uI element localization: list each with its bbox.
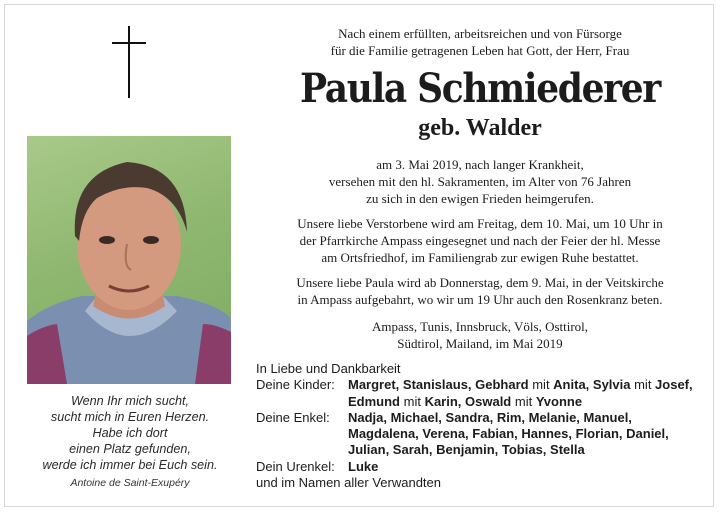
poem-line: Wenn Ihr mich sucht, [70,394,190,408]
names-bold: Yvonne [535,393,583,409]
cross-icon [112,26,146,100]
survivors-heading [256,361,711,377]
death-line: am 3. Mai 2019, nach langer Krankheit, [376,157,584,172]
children-names-2 [348,394,711,410]
grandchildren-label: Deine Enkel: [256,409,330,425]
intro-line: Nach einem erfüllten, arbeitsreichen und von Fürsorge [338,26,622,41]
death-line: versehen mit den hl. Sakramenten, im Alter von 76 Jahren [328,174,632,189]
portrait-photo [27,136,231,384]
grandchildren-names: Julian, Sarah, Benjamin, Tobias, Stella [348,442,585,458]
names-bold: Josef, [655,377,693,393]
viewing-line: in Ampass aufgebahrt, wo wir um 19 Uhr auch den Rosenkranz beten. [297,292,663,307]
grandchildren-names: Magdalena, Verena, Fabian, Hannes, Florian, Daniel, [348,426,669,442]
children-label: Deine Kinder: [256,377,335,393]
poem [20,393,240,473]
places-line: Ampass, Tunis, Innsbruck, Völs, Osttirol, [371,319,589,334]
children-row-2 [256,394,711,410]
closing-text: und im Namen aller Verwandten [256,475,441,491]
viewing-info [250,274,710,308]
grandchildren-names: Nadja, Michael, Sandra, Rim, Melanie, Manuel, [348,409,632,425]
closing-row [256,475,711,491]
heading-text: In Liebe und Dankbarkeit [256,361,401,376]
mit-text: mit [400,393,425,409]
intro-line: für die Familie getragenen Leben hat Gott, der Herr, Frau [330,43,630,58]
death-notice [250,156,710,207]
places-info [250,318,710,352]
great-grandchild-label: Dein Urenkel: [256,458,335,474]
intro-text [250,25,710,59]
funeral-line: am Ortsfriedhof, im Familiengrab zur ewigen Ruhe bestattet. [321,250,639,265]
great-grandchild-name: Luke [348,458,379,474]
funeral-info [250,215,710,266]
children-names-1 [348,377,711,393]
poem-author: Antoine de Saint-Exupéry [70,477,190,489]
mit-text: mit [511,393,536,409]
poem-line: Habe ich dort [92,426,168,440]
mit-text: mit [630,377,656,393]
survivors-list [256,361,711,491]
poem-line: einen Platz gefunden, [69,442,191,456]
grandchildren-row [256,410,711,426]
names-bold: Karin, Oswald [424,393,512,409]
names-bold: Edmund [348,393,400,409]
deceased-name: Paula Schmiederer [300,65,660,112]
mit-text: mit [528,377,554,393]
grandchildren-row [256,442,711,458]
names-bold: Anita, Sylvia [553,377,631,393]
funeral-line: Unsere liebe Verstorbene wird am Freitag, dem 10. Mai, um 10 Uhr in [297,216,663,231]
great-grandchild-row [256,459,711,475]
places-line: Südtirol, Mailand, im Mai 2019 [397,336,563,351]
poem-line: sucht mich in Euren Herzen. [50,410,210,424]
funeral-line: der Pfarrkirche Ampass eingesegnet und nach der Feier der hl. Messe [299,233,661,248]
poem-line: werde ich immer bei Euch sein. [42,458,218,472]
death-line: zu sich in den ewigen Frieden heimgerufen. [366,191,594,206]
birth-name: geb. Walder [418,115,542,141]
grandchildren-row [256,426,711,442]
viewing-line: Unsere liebe Paula wird ab Donnerstag, dem 9. Mai, in der Veitskirche [296,275,664,290]
names-bold: Margret, Stanislaus, Gebhard [348,377,529,393]
children-row [256,377,711,393]
